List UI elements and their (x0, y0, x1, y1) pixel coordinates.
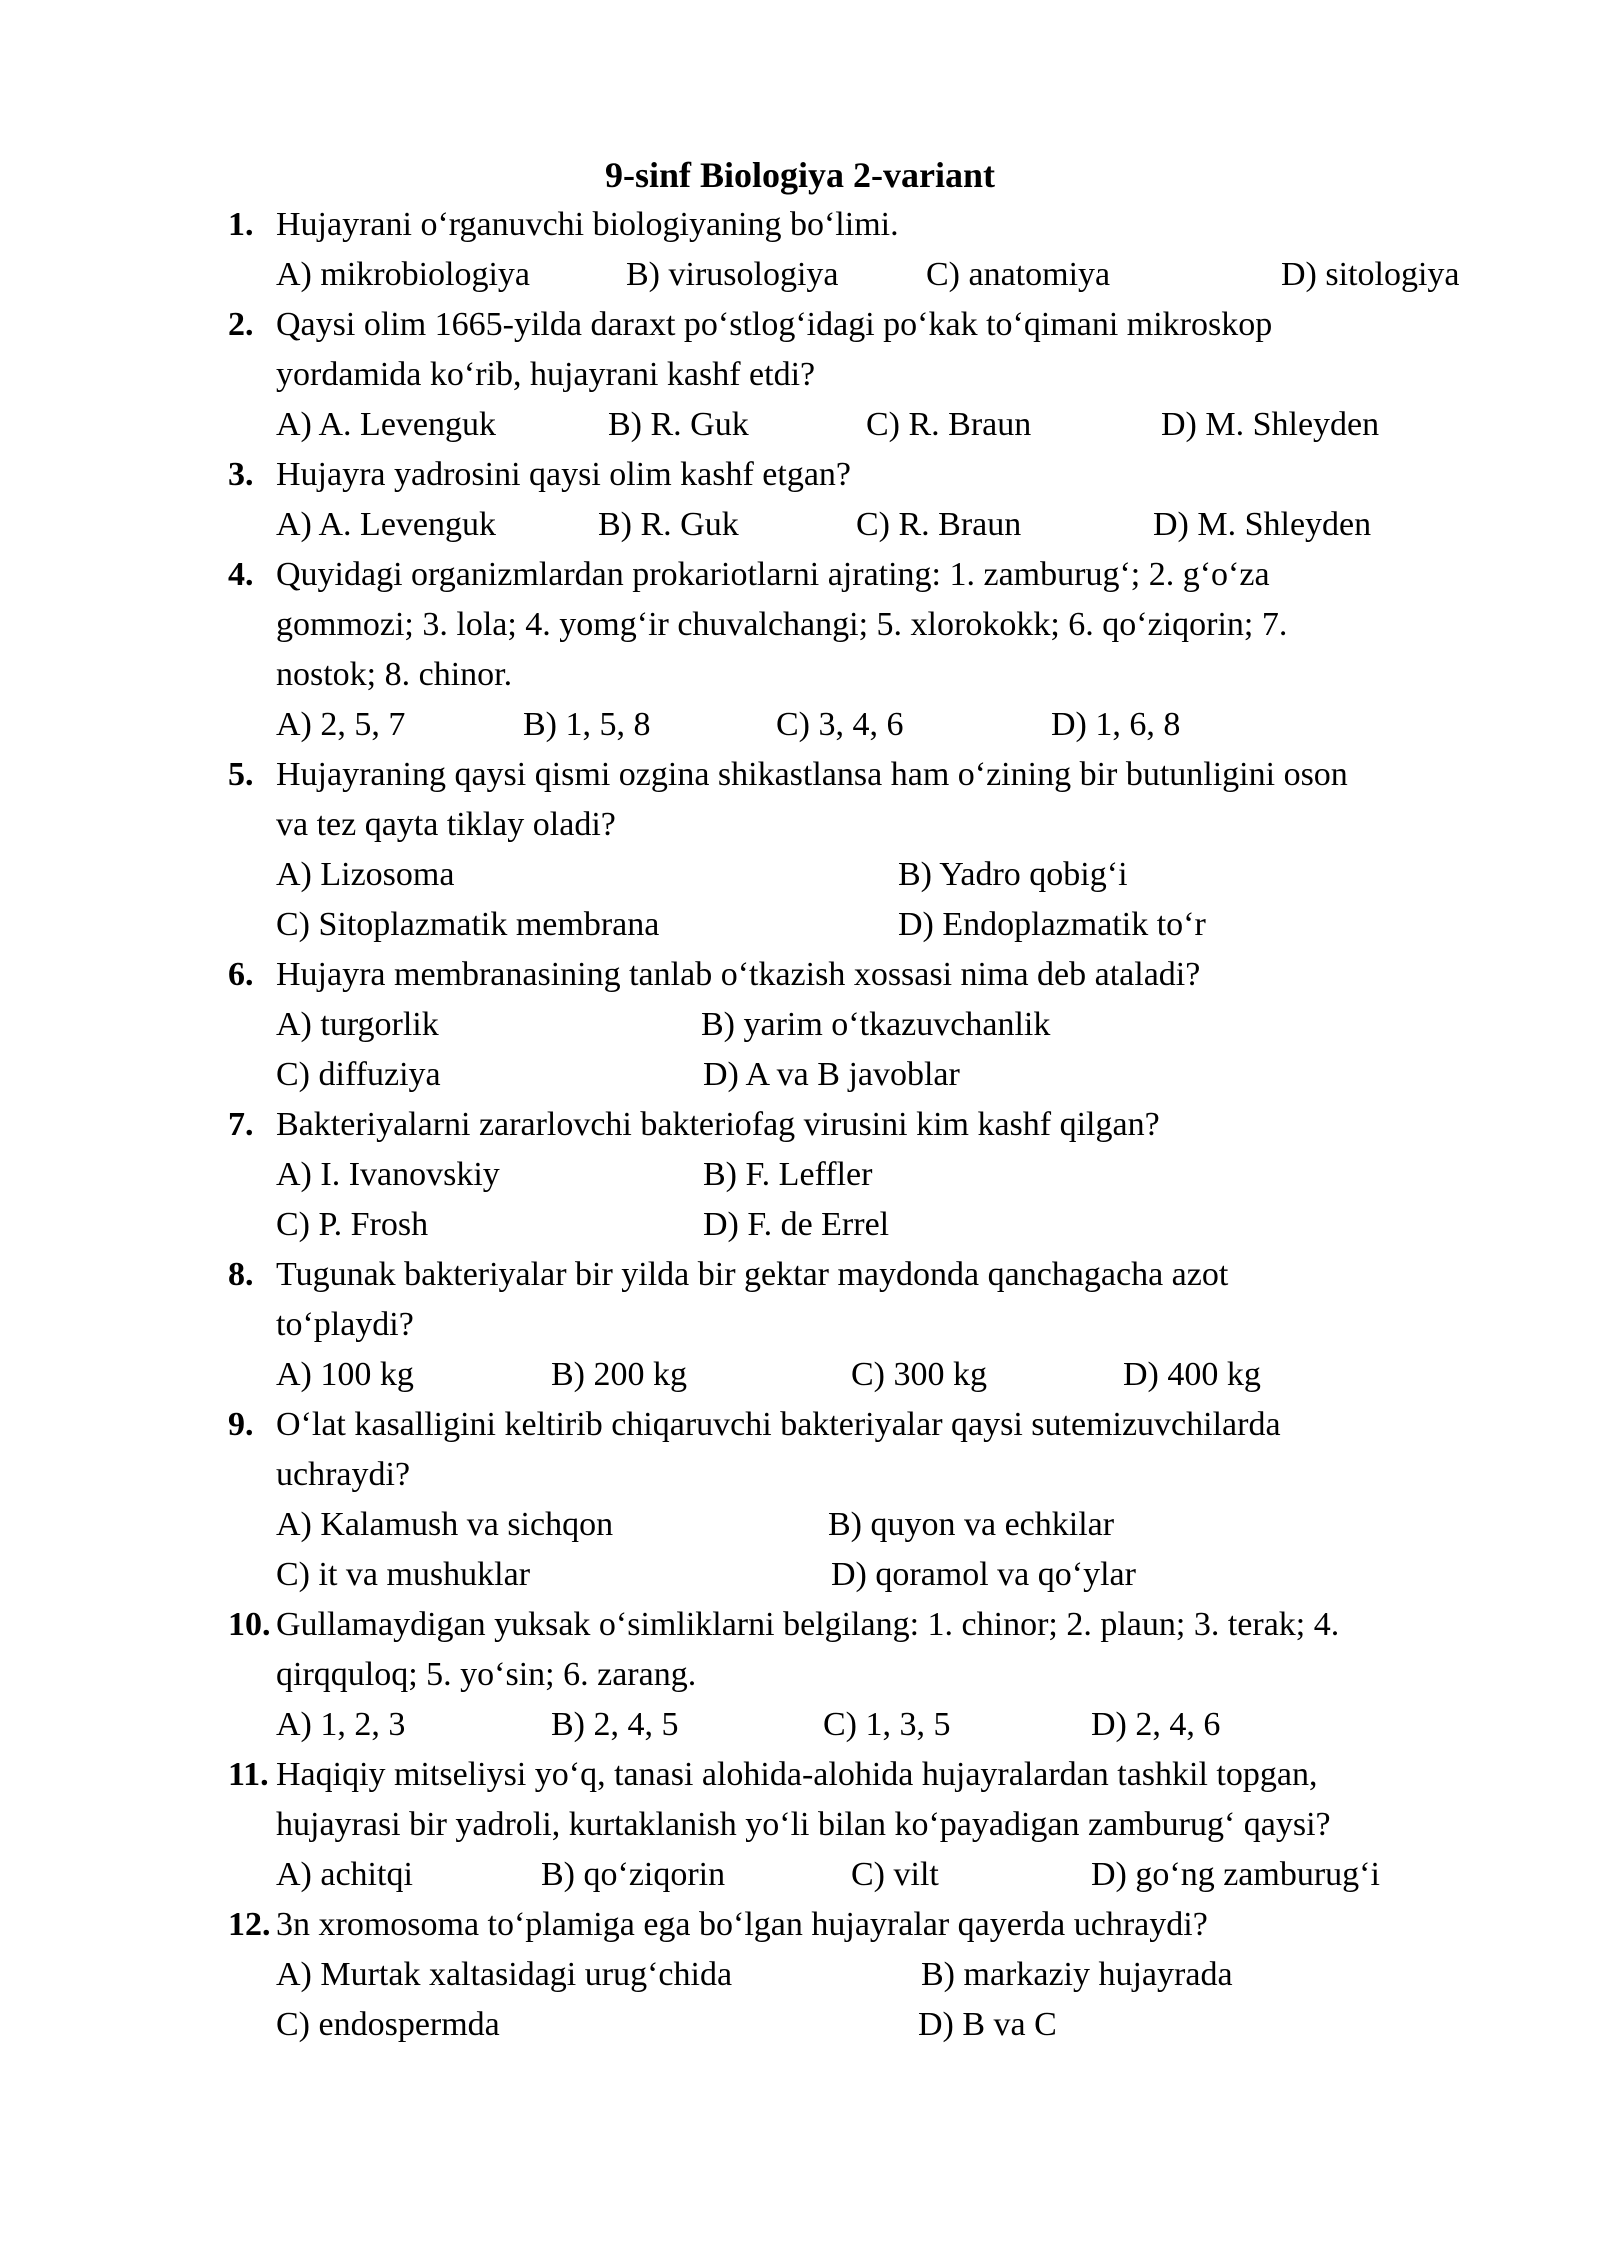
question-text: Quyidagi organizmlardan prokariotlarni ajrating: 1. zamburug‘; 2. g‘o‘za gommozi; 3. lola; 4. yomg‘ir chuvalchangi; 5. xlorokokk; 6. qo‘ziqorin; 7. nostok; 8. chinor. (276, 556, 1288, 693)
option-b: B) virusologiya (626, 256, 839, 293)
question-text: Bakteriyalarni zararlovchi bakteriofag virusini kim kashf qilgan? (276, 1106, 1160, 1143)
question-text: Hujayra yadrosini qaysi olim kashf etgan? (276, 456, 852, 493)
question-9 (228, 1400, 1478, 1600)
option-d: D) qoramol va qo‘ylar (831, 1556, 1136, 1593)
question-8 (228, 1250, 1478, 1400)
question-7 (228, 1100, 1478, 1250)
question-text: Haqiqiy mitseliysi yo‘q, tanasi alohida-alohida hujayralardan tashkil topgan, hujayrasi bir yadroli, kurtaklanish yo‘li bilan ko‘payadigan zamburug‘ qaysi? (276, 1756, 1331, 1843)
question-10 (228, 1600, 1478, 1750)
option-b: B) quyon va echkilar (828, 1506, 1115, 1543)
question-number: 2. (228, 306, 254, 343)
question-number: 10. (228, 1606, 271, 1643)
options-row (276, 250, 1478, 300)
question-text: Qaysi olim 1665-yilda daraxt po‘stlog‘idagi po‘kak to‘qimani mikroskop yordamida ko‘rib, hujayrani kashf etdi? (276, 306, 1273, 393)
option-a: A) A. Levenguk (276, 506, 497, 543)
option-a: A) mikrobiologiya (276, 256, 531, 293)
option-a: A) 1, 2, 3 (276, 1706, 406, 1743)
question-11 (228, 1750, 1478, 1900)
options-row (276, 700, 1478, 750)
question-text: Gullamaydigan yuksak o‘simliklarni belgilang: 1. chinor; 2. plaun; 3. terak; 4. qirqquloq; 5. yo‘sin; 6. zarang. (276, 1606, 1340, 1693)
options-row (276, 500, 1478, 550)
options-row (276, 400, 1478, 450)
option-d: D) 400 kg (1123, 1356, 1261, 1393)
question-4 (228, 550, 1478, 750)
option-b: B) qo‘ziqorin (541, 1856, 726, 1893)
option-a: A) achitqi (276, 1856, 413, 1893)
option-b: B) markaziy hujayrada (921, 1956, 1233, 1993)
options-row (276, 1950, 1478, 2000)
question-text: O‘lat kasalligini keltirib chiqaruvchi bakteriyalar qaysi sutemizuvchilarda uchraydi? (276, 1406, 1281, 1493)
option-a: A) Lizosoma (276, 856, 455, 893)
option-c: C) endospermda (276, 2006, 500, 2043)
option-c: C) 300 kg (851, 1356, 987, 1393)
question-number: 5. (228, 756, 254, 793)
page-title: 9-sinf Biologiya 2-variant (604, 155, 995, 195)
option-a: A) A. Levenguk (276, 406, 497, 443)
question-12 (228, 1900, 1478, 2050)
option-d: D) B va C (918, 2006, 1057, 2043)
option-b: B) R. Guk (598, 506, 739, 543)
option-d: D) Endoplazmatik to‘r (898, 906, 1206, 943)
option-b: B) R. Guk (608, 406, 749, 443)
option-a: A) I. Ivanovskiy (276, 1156, 500, 1193)
option-a: A) turgorlik (276, 1006, 439, 1043)
question-text: Hujayraning qaysi qismi ozgina shikastlansa ham o‘zining bir butunligini oson va tez qayta tiklay oladi? (276, 756, 1348, 843)
option-a: A) Murtak xaltasidagi urug‘chida (276, 1956, 733, 1993)
options-row (276, 1500, 1478, 1550)
option-c: C) Sitoplazmatik membrana (276, 906, 660, 943)
option-b: B) Yadro qobig‘i (898, 856, 1128, 893)
option-d: D) 1, 6, 8 (1051, 706, 1181, 743)
options-row (276, 2000, 1478, 2050)
question-text: Hujayrani o‘rganuvchi biologiyaning bo‘limi. (276, 206, 899, 243)
options-row (276, 1000, 1478, 1050)
option-a: A) 100 kg (276, 1356, 414, 1393)
question-text: 3n xromosoma to‘plamiga ega bo‘lgan hujayralar qayerda uchraydi? (276, 1906, 1208, 1943)
option-d: D) 2, 4, 6 (1091, 1706, 1221, 1743)
option-c: C) R. Braun (866, 406, 1032, 443)
options-row (276, 1550, 1478, 1600)
question-1 (228, 200, 1478, 300)
question-list (228, 200, 1478, 2050)
options-row (276, 900, 1478, 950)
option-d: D) M. Shleyden (1161, 406, 1380, 443)
question-number: 7. (228, 1106, 254, 1143)
option-c: C) anatomiya (926, 256, 1111, 293)
question-number: 8. (228, 1256, 254, 1293)
question-number: 11. (228, 1756, 269, 1793)
option-c: C) 3, 4, 6 (776, 706, 904, 743)
question-number: 12. (228, 1906, 271, 1943)
option-c: C) P. Frosh (276, 1206, 429, 1243)
option-d: D) sitologiya (1281, 256, 1460, 293)
options-row (276, 1200, 1478, 1250)
question-text: Tugunak bakteriyalar bir yilda bir gektar maydonda qanchagacha azot to‘playdi? (276, 1256, 1229, 1343)
option-d: D) A va B javoblar (703, 1056, 960, 1093)
question-number: 3. (228, 456, 254, 493)
option-b: B) 1, 5, 8 (523, 706, 651, 743)
question-2 (228, 300, 1478, 450)
options-row (276, 1350, 1478, 1400)
option-c: C) R. Braun (856, 506, 1022, 543)
option-c: C) vilt (851, 1856, 939, 1893)
option-b: B) F. Leffler (703, 1156, 873, 1193)
option-b: B) 2, 4, 5 (551, 1706, 679, 1743)
options-row (276, 1050, 1478, 1100)
option-a: A) 2, 5, 7 (276, 706, 406, 743)
question-number: 1. (228, 206, 254, 243)
option-a: A) Kalamush va sichqon (276, 1506, 614, 1543)
question-number: 9. (228, 1406, 254, 1443)
option-b: B) yarim o‘tkazuvchanlik (701, 1006, 1051, 1043)
option-c: C) diffuziya (276, 1056, 441, 1093)
options-row (276, 1700, 1478, 1750)
option-c: C) it va mushuklar (276, 1556, 531, 1593)
question-number: 4. (228, 556, 254, 593)
question-6 (228, 950, 1478, 1100)
question-3 (228, 450, 1478, 550)
question-5 (228, 750, 1478, 950)
options-row (276, 850, 1478, 900)
option-b: B) 200 kg (551, 1356, 687, 1393)
options-row (276, 1850, 1478, 1900)
option-d: D) F. de Errel (703, 1206, 890, 1243)
options-row (276, 1150, 1478, 1200)
option-d: D) M. Shleyden (1153, 506, 1372, 543)
question-text: Hujayra membranasining tanlab o‘tkazish xossasi nima deb ataladi? (276, 956, 1201, 993)
option-c: C) 1, 3, 5 (823, 1706, 951, 1743)
option-d: D) go‘ng zamburug‘i (1091, 1856, 1380, 1893)
question-number: 6. (228, 956, 254, 993)
